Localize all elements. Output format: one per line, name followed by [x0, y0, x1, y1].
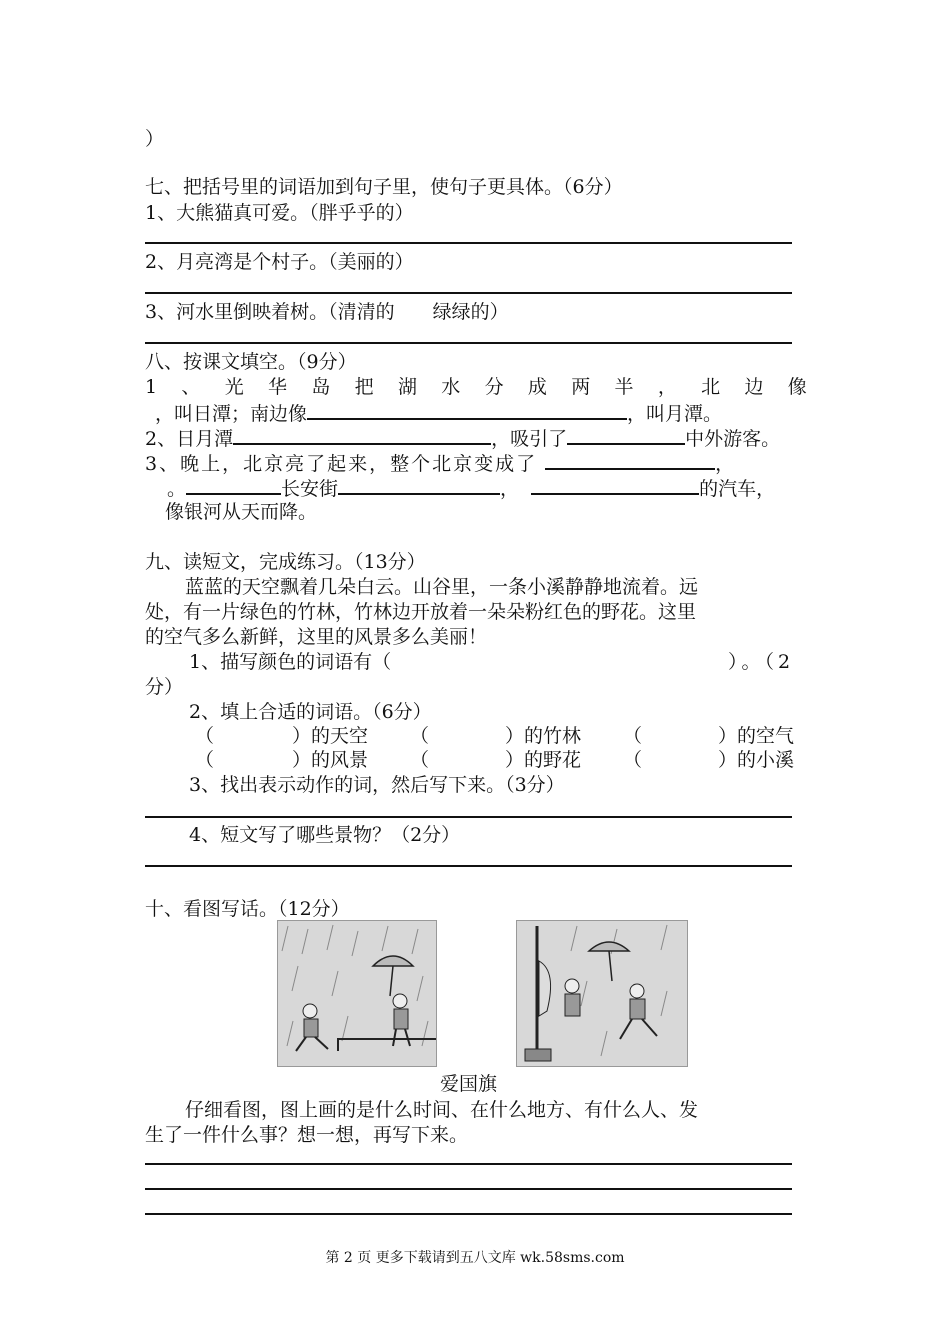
- text: ，: [715, 453, 737, 475]
- sec8-q1-line2: [155, 400, 722, 426]
- char: 1: [145, 376, 158, 398]
- sec9-q1: 1、描写颜色的词语有（: [189, 651, 392, 673]
- answer-line[interactable]: [145, 242, 792, 244]
- char: 把: [354, 376, 374, 398]
- sec8-q2: [145, 425, 780, 451]
- fill-item[interactable]: ）的野花: [505, 749, 582, 771]
- fill-item[interactable]: ）的天空: [292, 725, 369, 747]
- section-8-title: 八、按课文填空。（9分）: [145, 351, 357, 373]
- passage-line: 的空气多么新鲜，这里的风景多么美丽！: [145, 626, 488, 648]
- sec8-q3-line2: [167, 475, 775, 501]
- picture-left: [277, 920, 437, 1067]
- fill-paren: （: [195, 725, 215, 747]
- sec9-q4: 4、短文写了哪些景物？（2分）: [189, 824, 461, 846]
- section-7-title: 七、把括号里的词语加到句子里，使句子更具体。（6分）: [145, 176, 623, 198]
- blank[interactable]: [567, 425, 685, 445]
- char: 水: [441, 376, 461, 398]
- text: ，吸引了: [491, 428, 568, 450]
- text: 。: [167, 478, 187, 500]
- text: ，: [500, 478, 520, 500]
- char: 、: [181, 376, 201, 398]
- passage-line: 处，有一片绿色的竹林，竹林边开放着一朵朵粉红色的野花。这里: [145, 601, 697, 623]
- blank[interactable]: [531, 475, 699, 495]
- sec8-q3-line3: 像银河从天而降。: [165, 501, 318, 523]
- section-9-title: 九、读短文，完成练习。（13分）: [145, 551, 426, 573]
- char: 北: [701, 376, 721, 398]
- blank[interactable]: [186, 475, 281, 495]
- fill-paren: （: [623, 749, 643, 771]
- sec7-q2: 2、月亮湾是个村子。（美丽的）: [145, 251, 414, 273]
- fill-paren: （: [410, 749, 430, 771]
- answer-line[interactable]: [145, 1213, 792, 1215]
- answer-line[interactable]: [145, 865, 792, 867]
- flag-rain-illustration: [517, 921, 687, 1066]
- char: 光: [224, 376, 244, 398]
- answer-line[interactable]: [145, 816, 792, 818]
- fill-item[interactable]: ）的空气: [718, 725, 795, 747]
- blank[interactable]: [338, 475, 500, 495]
- char: 两: [571, 376, 591, 398]
- blank[interactable]: [307, 400, 627, 420]
- passage-line: 蓝蓝的天空飘着几朵白云。山谷里，一条小溪静静地流着。远: [185, 576, 699, 598]
- char: 湖: [397, 376, 417, 398]
- text: 长安街: [281, 478, 339, 500]
- section-10-title: 十、看图写话。（12分）: [145, 898, 350, 920]
- char: 华: [268, 376, 288, 398]
- char: 成: [527, 376, 547, 398]
- sec9-q1-end: ）。（2: [728, 651, 795, 673]
- fill-paren: （: [623, 725, 643, 747]
- char: 半: [614, 376, 634, 398]
- sec7-q1: 1、大熊猫真可爱。（胖乎乎的）: [145, 202, 414, 224]
- rain-scene-illustration: [278, 921, 436, 1066]
- sec9-q3: 3、找出表示动作的词，然后写下来。（3分）: [189, 774, 565, 796]
- sec9-q2: 2、填上合适的词语。（6分）: [189, 701, 432, 723]
- fill-paren: （: [195, 749, 215, 771]
- answer-line[interactable]: [145, 1163, 792, 1165]
- answer-line[interactable]: [145, 292, 792, 294]
- text: 3、晚上，北京亮了起来，整个北京变成了: [145, 453, 538, 475]
- footer: 第 2 页 更多下载请到五八文库 wk.58sms.com: [325, 1250, 625, 1266]
- char: 分: [484, 376, 504, 398]
- fill-item[interactable]: ）的风景: [292, 749, 369, 771]
- char: ，: [657, 376, 677, 398]
- blank[interactable]: [545, 450, 715, 470]
- sec8-q3: [145, 450, 736, 476]
- char: 岛: [311, 376, 331, 398]
- fill-item[interactable]: ）的小溪: [718, 749, 795, 771]
- fill-item[interactable]: ）的竹林: [505, 725, 582, 747]
- prompt-line: 仔细看图，图上画的是什么时间、在什么地方、有什么人、发: [185, 1099, 699, 1121]
- picture-caption: 爱国旗: [440, 1073, 498, 1095]
- fill-paren: （: [410, 725, 430, 747]
- blank[interactable]: [233, 425, 491, 445]
- text: ，叫月潭。: [627, 403, 723, 425]
- text: 的汽车，: [699, 478, 776, 500]
- sec9-q1-cont: 分）: [145, 676, 184, 698]
- answer-line[interactable]: [145, 342, 792, 344]
- sec8-q1-line1: [145, 375, 807, 399]
- char: 边: [744, 376, 764, 398]
- text: 2、日月潭: [145, 428, 234, 450]
- picture-right: [516, 920, 688, 1067]
- char: 像: [787, 376, 807, 398]
- text: ，叫日潭；南边像: [155, 403, 308, 425]
- text: 中外游客。: [685, 428, 781, 450]
- sec7-q3: 3、河水里倒映着树。（清清的 绿绿的）: [145, 301, 509, 323]
- prompt-line: 生了一件什么事？想一想，再写下来。: [145, 1124, 469, 1146]
- top-paren: ）: [145, 128, 165, 150]
- answer-line[interactable]: [145, 1188, 792, 1190]
